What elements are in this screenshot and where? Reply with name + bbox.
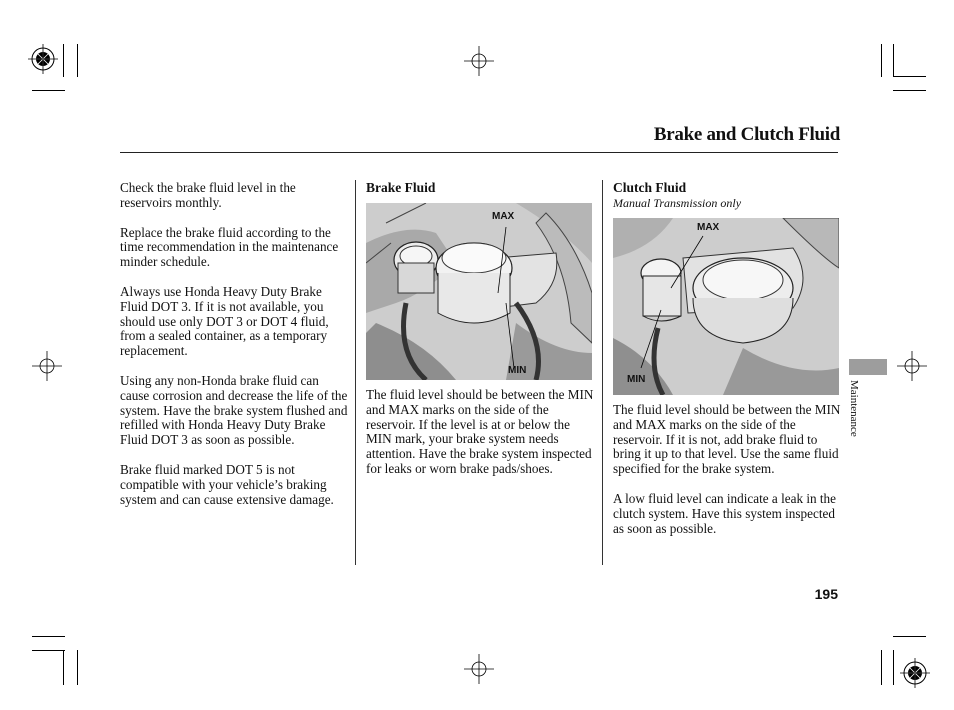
left-column <box>120 181 348 507</box>
brake-fluid-heading: Brake Fluid <box>366 180 436 195</box>
paragraph: The fluid level should be between the MIN and MAX marks on the side of the reservoir. If it is not, add brake fluid to bring it up to that level. Use the same fluid specified for the brake system. <box>613 402 841 477</box>
crosshair-mark-icon <box>464 46 494 76</box>
paragraph: Always use Honda Heavy Duty Brake Fluid DOT 3. If it is not available, you should use only DOT 3 or DOT 4 fluid, from a sealed container, as a temporary replacement. <box>120 283 329 359</box>
max-label: MAX <box>492 211 515 222</box>
column-divider <box>355 180 356 565</box>
crop-mark <box>32 90 65 91</box>
clutch-fluid-text <box>613 403 843 536</box>
crosshair-mark-icon <box>32 351 62 381</box>
clutch-fluid-heading: Clutch Fluid <box>613 180 687 195</box>
brake-fluid-paragraph: The fluid level should be between the MIN and MAX marks on the side of the reservoir. If the level is at or below the MIN mark, your brake system needs attention. Have the brake system inspected for leaks or worn brake pads/shoes. <box>366 387 594 476</box>
paragraph: Check the brake fluid level in the reservoirs monthly. <box>120 180 296 210</box>
paragraph: Replace the brake fluid according to the time recommendation in the maintenance minder schedule. <box>120 224 339 270</box>
crop-mark <box>63 44 64 77</box>
crop-mark <box>893 90 926 91</box>
crosshair-mark-icon <box>897 351 927 381</box>
paragraph: A low fluid level can indicate a leak in the clutch system. Have this system inspected as soon as possible. <box>613 490 837 536</box>
brake-reservoir-figure <box>366 203 592 380</box>
crop-mark <box>32 636 65 637</box>
crop-mark <box>893 76 926 77</box>
max-label: MAX <box>697 222 720 233</box>
section-tab-label <box>846 380 866 455</box>
crop-mark <box>63 650 64 685</box>
crop-mark <box>32 650 65 651</box>
crop-mark <box>77 44 78 77</box>
clutch-reservoir-figure <box>613 218 839 395</box>
crosshair-mark-icon <box>464 654 494 684</box>
page-number: 195 <box>814 586 838 602</box>
title-rule <box>120 152 838 153</box>
paragraph: Brake fluid marked DOT 5 is not compatible with your vehicle’s braking system and can cause extensive damage. <box>120 461 334 507</box>
section-tab-text: Maintenance <box>848 380 860 437</box>
crop-mark <box>77 650 78 685</box>
crop-mark <box>893 44 894 77</box>
page-title: Brake and Clutch Fluid <box>653 124 840 145</box>
registration-target-icon <box>28 44 58 74</box>
crop-mark <box>881 44 882 77</box>
registration-target-icon <box>900 658 930 688</box>
min-label: MIN <box>508 365 527 376</box>
clutch-fluid-subheading: Manual Transmission only <box>613 196 742 210</box>
column-divider <box>602 180 603 565</box>
crop-mark <box>893 636 926 637</box>
crop-mark <box>881 650 882 685</box>
paragraph: Using any non-Honda brake fluid can cause corrosion and decrease the life of the system. Have the brake system flushed and refilled with Honda Heavy Duty Brake Fluid DOT 3 as soon as possible. <box>120 372 348 448</box>
section-tab-marker <box>849 359 887 375</box>
min-label: MIN <box>627 374 646 385</box>
crop-mark <box>893 650 894 685</box>
